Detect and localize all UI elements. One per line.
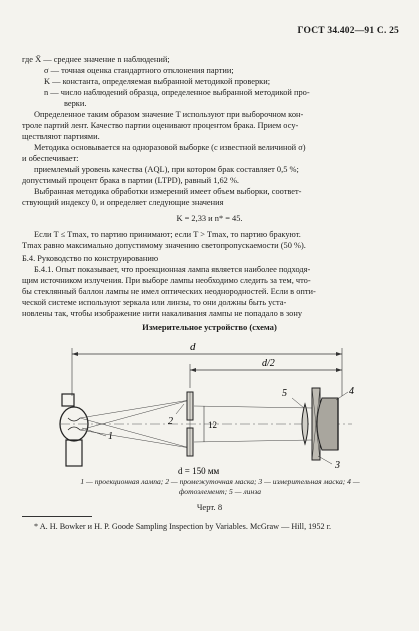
photocell [317, 398, 338, 450]
def-term: n [44, 88, 49, 97]
figure-caption: 1 — проекционная лампа; 2 — промежуточная маска; 3 — измерительная маска; 4 — фотоэлемент; 5 — линза [80, 477, 360, 496]
d-label: d [190, 341, 196, 353]
para-line: Б.4.1. Опыт показывает, что проекционная лампа является наиболее подходя- [34, 265, 311, 274]
label-1: 1 [108, 431, 113, 442]
def-term: σ [44, 66, 49, 75]
def-text: — константа, определяемая выбранной методикой проверки; [52, 77, 271, 86]
def-term: K [44, 77, 51, 86]
para-line: допустимый процент брака в партии (LTPD), равный 1,62 %. [22, 176, 240, 185]
figure-title: Измерительное устройство (схема) [142, 322, 277, 332]
para-line: Выбранная методика обработки измерений имеет объем выборки, соответ- [34, 187, 302, 196]
def-xbar [22, 54, 170, 65]
label-5: 5 [282, 388, 287, 399]
section-heading: Б.4. Руководство по конструированию [22, 254, 159, 263]
para-line: приемлемый уровень качества (AQL), при котором брак составляет 0,5 %; [34, 165, 299, 174]
para-line: ствующий индексу 0, и определяет следующие значения [22, 198, 224, 207]
footnote: * A. H. Bowker и H. P. Goode Sampling Inspection by Variables. McGraw — Hill, 1952 г. [34, 522, 332, 531]
para-line: бы стеклянный баллон лампы не имел оптических неоднородностей. Если в опти- [22, 287, 316, 296]
def-text: — точная оценка стандартного отклонения партии; [50, 66, 234, 75]
para-line: новлены так, чтобы изображение нити накаливания лампы не попадало в зону [22, 309, 303, 318]
para-line: и обеспечивает: [22, 154, 79, 163]
def-k [44, 76, 270, 87]
page-header: ГОСТ 34.402—91 С. 25 [297, 26, 399, 36]
para-line: Методика основывается на одноразовой выборке (с известной величиной σ) [34, 143, 306, 152]
para-line: троле партий лент. Качество партии оценивают процентом брака. Прием осу- [22, 121, 299, 130]
label-3: 3 [335, 460, 340, 471]
para-line: Tmax равно максимально допустимому значению светопропускаемости (50 %). [22, 241, 306, 250]
para-line: Если T ≤ Tmax, то партию принимают; если T > Tmax, то партию бракуют. [34, 230, 301, 239]
def-n-cont: верки. [64, 99, 87, 108]
def-text: — среднее значение n наблюдений; [43, 55, 170, 64]
lens [302, 404, 308, 444]
para-line: щим источником излучения. При выборе лампы необходимо следить за тем, что- [22, 276, 311, 285]
para-line: Определенное таким образом значение T используют при выборочном кон- [34, 110, 304, 119]
projection-lamp [60, 394, 88, 466]
figure-number: Черт. 8 [196, 502, 223, 512]
dim-12: 12 [208, 420, 217, 430]
formula: K = 2,33 и n* = 45. [176, 214, 243, 223]
def-n [44, 87, 310, 98]
d-value: d = 150 мм [178, 466, 220, 476]
para-line: ществляют партиями. [22, 132, 100, 141]
label-2: 2 [168, 416, 173, 427]
para-line: ческой системе используют зеркала или линзы, то они должны быть уста- [22, 298, 287, 307]
def-sigma [44, 65, 234, 76]
def-term: где X̄ [22, 55, 42, 64]
label-4: 4 [349, 386, 354, 397]
d2-label: d/2 [262, 358, 275, 369]
def-text: — число наблюдений образца, определенное выбранной методикой про- [50, 88, 310, 97]
footnote-rule [22, 516, 92, 517]
measurement-device-diagram [40, 336, 380, 476]
